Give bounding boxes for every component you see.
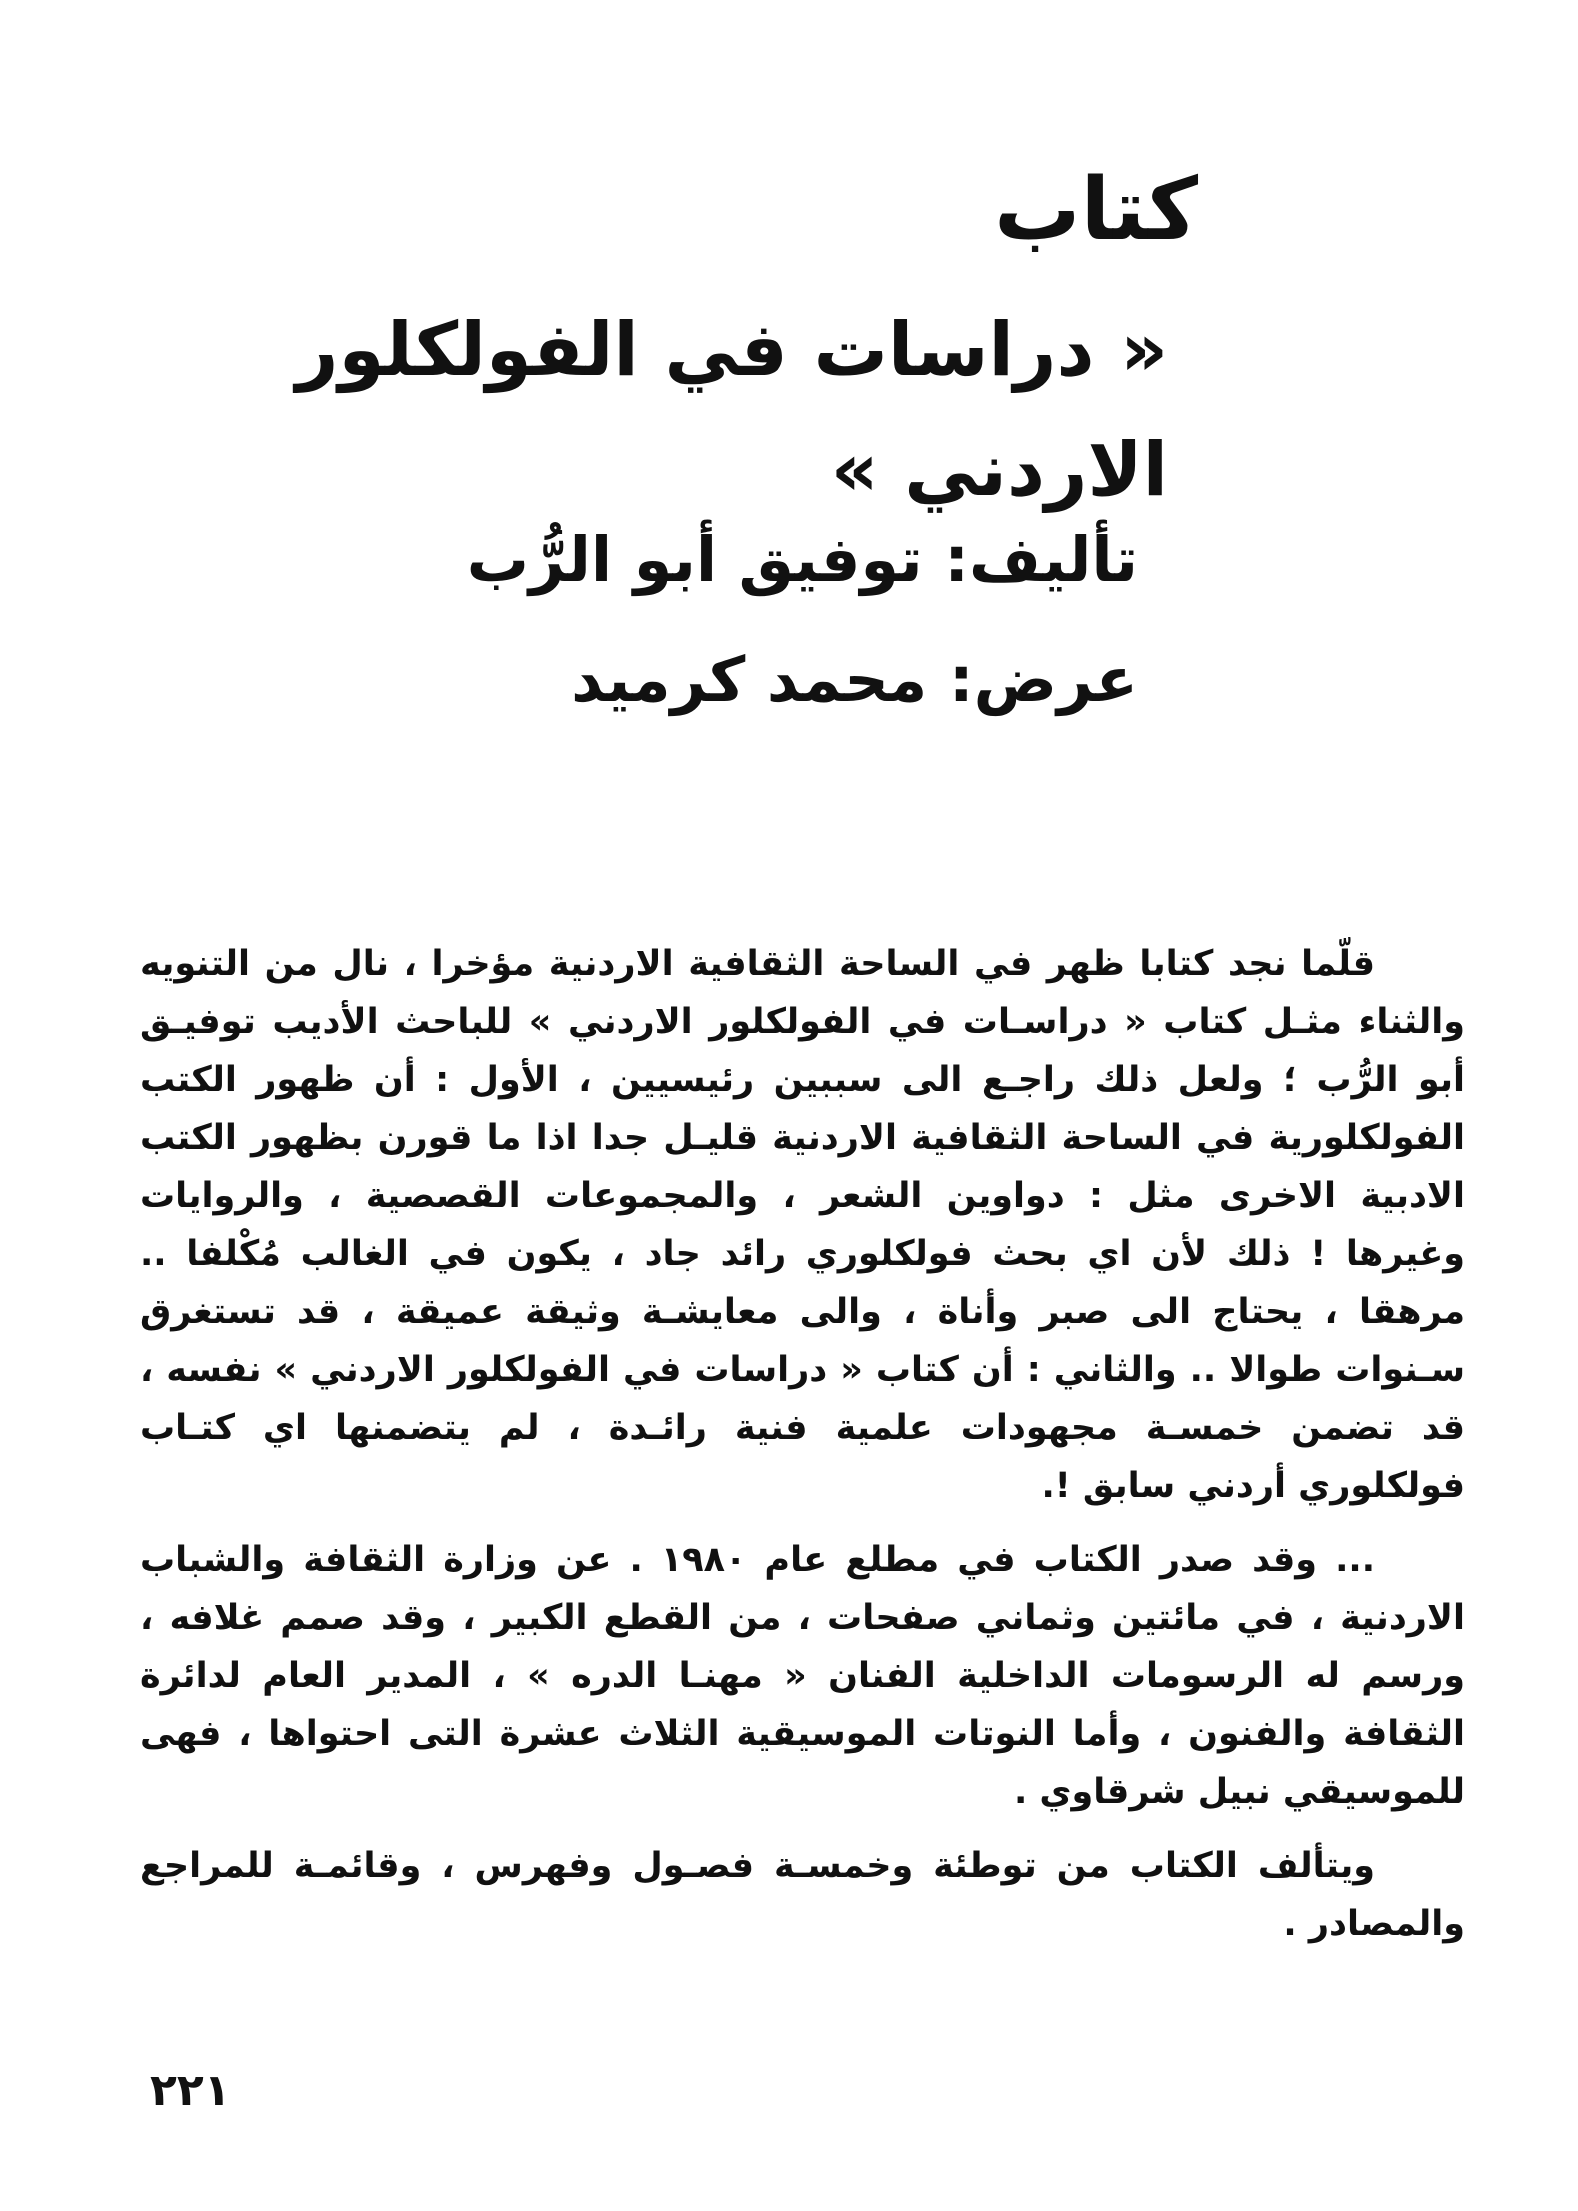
credits-block <box>238 500 1138 740</box>
page-number: ٢٢١ <box>150 2065 231 2116</box>
paragraph-2: ... وقد صدر الكتاب في مطلع عام ١٩٨٠ . عن وزارة الثقافة والشباب الاردنية ، في مائتين وثماني صفحات ، من القطع الكبير ، وقد صمم غلافه ، ورسم له الرسومات الداخلية الفنان « مهنـا الدره » ، المدير العام لدائرة الثقافة والفنون ، وأما النوتات الموسيقية الثلاث عشرة التى احتواها ، فهى للموسيقي نبيل شرقاوي . <box>140 1540 1465 1812</box>
reviewer-line: عرض: محمد كرميد <box>571 643 1138 716</box>
author-line: تأليف: توفيق أبو الرُّب <box>466 523 1138 596</box>
title-heading-book-name: « دراسات في الفولكلور الاردني » <box>295 307 1168 513</box>
article-body <box>140 935 1465 1969</box>
paragraph-3: ويتألف الكتاب من توطئة وخمسـة فصـول وفهرس ، وقائمـة للمراجع والمصادر . <box>140 1846 1465 1944</box>
paragraph-1: قلّما نجد كتابا ظهر في الساحة الثقافية الاردنية مؤخرا ، نال من التنويه والثناء مثـل كتاب « دراسـات في الفولكلور الاردني » للباحث الأديب توفيـق أبو الرُّب ؛ ولعل ذلك راجـع الى سببين رئيسيين ، الأول : أن ظهور الكتب الفولكلورية في الساحة الثقافية الاردنية قليـل جدا اذا ما قورن بظهور الكتب الادبية الاخرى مثل : دواوين الشعر ، والمجموعات القصصية ، والروايات وغيرها ! ذلك لأن اي بحث فولكلوري رائد جاد ، يكون في الغالب مُكْلفا .. مرهقا ، يحتاج الى صبر وأناة ، والى معايشـة وثيقة عميقة ، قد تستغرق سـنوات طوالا .. والثاني : أن كتاب « دراسات في الفولكلور الاردني » نفسه ، قد تضمن خمسـة مجهودات علمية فنية رائـدة ، لم يتضمنها اي كتـاب فولكلوري أردني سابق !. <box>140 944 1465 1506</box>
title-block <box>98 150 1198 530</box>
title-heading-kitab: كتاب <box>994 160 1198 260</box>
